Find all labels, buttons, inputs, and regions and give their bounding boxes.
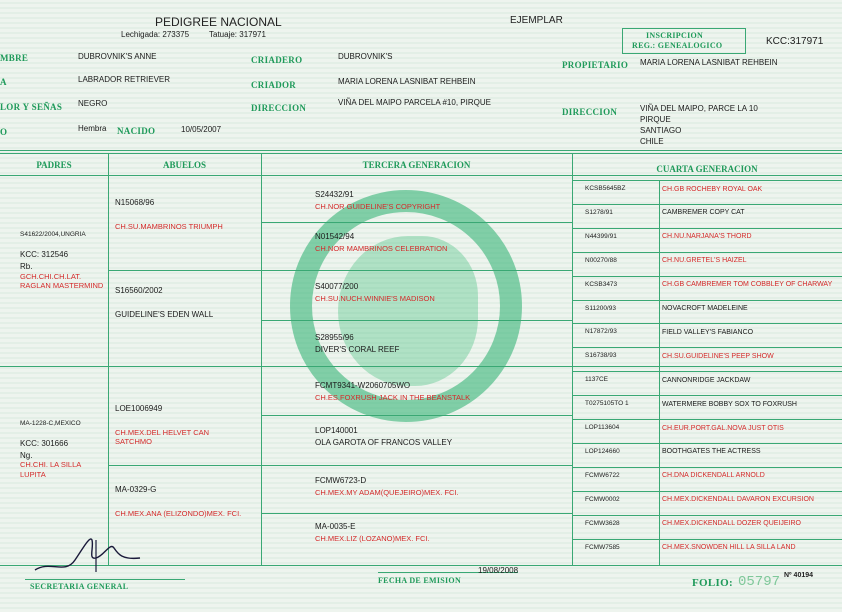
criador: MARIA LORENA LASNIBAT REHBEIN (338, 77, 476, 86)
great-grandparent-registration: S40077/200 (315, 282, 359, 291)
name-label: MBRE (0, 53, 29, 63)
fourth-gen-registration: S16738/93 (585, 352, 617, 360)
fourth-gen-name: CH.MEX.DICKENDALL DAVARON EXCURSION (662, 496, 814, 504)
grid-line (261, 320, 572, 321)
grid-line (0, 366, 842, 367)
owner-address-2: PIRQUE (640, 115, 671, 124)
criadero: DUBROVNIK'S (338, 52, 393, 61)
dog-head-emblem (338, 236, 478, 386)
emission-date-label: FECHA DE EMISION (378, 576, 462, 585)
grandparent-name: CH.MEX.DEL HELVET CAN (115, 428, 210, 437)
fourth-gen-registration: LOP113604 (585, 424, 620, 431)
dam-registration: MA-1228-C,MEXICO (20, 420, 81, 427)
grandparent-name: CH.SU.MAMBRINOS TRIUMPH (115, 222, 223, 231)
owner-address-label: DIRECCION (562, 107, 618, 117)
grandparent-registration: S16560/2002 (115, 286, 163, 295)
owner-label: PROPIETARIO (562, 60, 629, 70)
fourth-gen-name: BOOTHGATES THE ACTRESS (662, 448, 761, 456)
grid-line (659, 180, 660, 565)
fourth-gen-registration: FCMW6722 (585, 471, 620, 479)
grid-line (572, 252, 842, 253)
dog-color: NEGRO (78, 99, 108, 108)
grid-line (572, 300, 842, 301)
great-grandparent-name: CH.SU.NUCH.WINNIE'S MADISON (315, 294, 435, 303)
great-grandparent-name: DIVER'S CORAL REEF (315, 345, 400, 354)
grid-line (261, 415, 572, 416)
great-grandparent-name: CH.NOR MAMBRINOS CELEBRATION (315, 244, 448, 253)
fourth-gen-name: FIELD VALLEY'S FABIANCO (662, 328, 754, 336)
fourth-gen-registration: FCMW7585 (585, 543, 620, 551)
great-grandparent-registration: S28955/96 (315, 333, 354, 342)
inscripcion-label: INSCRIPCION (646, 31, 704, 40)
owner-name: MARIA LORENA LASNIBAT REHBEIN (640, 58, 778, 67)
grid-line (261, 513, 572, 514)
grid-line (572, 204, 842, 205)
document-title: PEDIGREE NACIONAL (155, 15, 282, 29)
grid-line (572, 323, 842, 324)
grid-line (0, 175, 842, 176)
sex-label: O (0, 127, 8, 137)
great-grandparent-name: CH.ES.FOXRUSH JACK IN THE BEANSTALK (315, 393, 471, 402)
column-header-tercera: TERCERA GENERACION (362, 160, 471, 170)
tatuaje: Tatuaje: 317971 (209, 30, 266, 39)
grandparent-registration: LOE1006949 (115, 404, 163, 413)
great-grandparent-registration: MA-0035-E (315, 522, 356, 531)
fourth-gen-registration: S1278/91 (585, 208, 613, 216)
secretaria-label: SECRETARIA GENERAL (30, 582, 129, 591)
grid-line (572, 419, 842, 420)
sire-color: Rb. (20, 262, 33, 271)
fourth-gen-name: CH.MEX.SNOWDEN HILL LA SILLA LAND (662, 544, 796, 551)
grid-line (108, 465, 261, 466)
fourth-gen-name: CH.SU.GUIDELINE'S PEEP SHOW (662, 352, 774, 360)
emission-date: 19/08/2008 (478, 566, 519, 575)
great-grandparent-name: CH.NOR GUIDELINE'S COPYRIGHT (315, 202, 441, 211)
grid-line (108, 153, 109, 565)
fourth-gen-registration: KCSB5645BZ (585, 185, 626, 192)
great-grandparent-registration: S24432/91 (315, 190, 354, 199)
fourth-gen-name: CANNONRIDGE JACKDAW (662, 376, 751, 384)
born-label: NACIDO (117, 126, 156, 136)
dam-color: Ng. (20, 451, 33, 460)
grid-line (572, 180, 842, 181)
great-grandparent-registration: FCMW6723-D (315, 476, 367, 485)
fourth-gen-name: CH.MEX.DICKENDALL DOZER QUEIJEIRO (662, 520, 801, 528)
grid-line (572, 539, 842, 540)
lechigada: Lechigada: 273375 (121, 30, 190, 39)
grandparent-name: GUIDELINE'S EDEN WALL (115, 310, 214, 319)
fourth-gen-registration: N00270/88 (585, 256, 617, 264)
fourth-gen-name: CH.GB ROCHEBY ROYAL OAK (662, 185, 763, 193)
grid-line (572, 371, 842, 372)
serial-number: Nº 40194 (784, 572, 814, 579)
great-grandparent-name: OLA GAROTA OF FRANCOS VALLEY (315, 438, 453, 447)
ejemplar-label: EJEMPLAR (510, 15, 563, 26)
fourth-gen-registration: FCMW3628 (585, 519, 620, 527)
fourth-gen-name: CH.GB CAMBREMER TOM COBBLEY OF CHARWAY (662, 281, 833, 289)
breeder-address-label: DIRECCION (251, 103, 307, 113)
great-grandparent-name: CH.MEX.MY ADAM(QUEJEIRO)MEX. FCI. (315, 488, 459, 497)
column-header-padres: PADRES (36, 160, 72, 170)
grid-line (572, 443, 842, 444)
breeder-address: VIÑA DEL MAIPO PARCELA #10, PIRQUE (338, 98, 491, 107)
dam-kcc: KCC: 301666 (20, 439, 69, 448)
fourth-gen-name: CH.NU.GRETEL'S HAIZEL (662, 257, 747, 265)
grandparent-name-line2: SATCHMO (115, 437, 152, 446)
grandparent-name: CH.MEX.ANA (ELIZONDO)MEX. FCI. (115, 509, 242, 518)
folio-label: FOLIO: (692, 577, 733, 589)
grandparent-registration: MA-0329-G (115, 485, 157, 494)
great-grandparent-name: CH.MEX.LIZ (LOZANO)MEX. FCI. (315, 534, 430, 543)
signature (30, 530, 180, 580)
grid-line (572, 228, 842, 229)
dog-name: DUBROVNIK'S ANNE (78, 52, 157, 61)
grid-line (572, 467, 842, 468)
column-header-cuarta: CUARTA GENERACION (656, 164, 758, 174)
fourth-gen-registration: T0275105TO 1 (585, 400, 629, 408)
fourth-gen-registration: FCMW0002 (585, 495, 620, 503)
breed-label: A (0, 77, 7, 87)
grid-line (572, 347, 842, 348)
fourth-gen-name: CH.DNA DICKENDALL ARNOLD (662, 472, 765, 480)
grid-line (261, 153, 262, 565)
grid-line (572, 276, 842, 277)
great-grandparent-registration: FCMT9341-W2060705WO (315, 381, 411, 390)
fourth-gen-registration: S11200/93 (585, 304, 616, 312)
fourth-gen-name: WATERMERE BOBBY SOX TO FOXRUSH (662, 400, 797, 408)
sire-title: GCH.CHI.CH.LAT. (20, 272, 82, 281)
grid-line (108, 270, 261, 271)
owner-address-1: VIÑA DEL MAIPO, PARCE LA 10 (640, 104, 758, 113)
dam-title: CH.CHI. LA SILLA (20, 460, 82, 469)
dog-sex: Hembra (78, 124, 107, 133)
grid-line (0, 150, 842, 151)
grid-line (261, 222, 572, 223)
great-grandparent-registration: N01542/94 (315, 232, 355, 241)
color-label: LOR Y SEÑAS (0, 102, 63, 112)
grid-line (572, 395, 842, 396)
fourth-gen-name: CH.EUR.PORT.GAL.NOVA JUST OTIS (662, 424, 784, 432)
fourth-gen-name: CH.NU.NARJANA'S THORD (662, 233, 752, 241)
fourth-gen-name: CAMBREMER COPY CAT (662, 209, 745, 217)
sire-registration: S41622/2004,UNGRIA (20, 231, 86, 238)
grid-line (261, 270, 572, 271)
fourth-gen-registration: LOP124660 (585, 447, 620, 455)
sire-kcc: KCC: 312546 (20, 250, 69, 259)
dog-birthdate: 10/05/2007 (181, 125, 222, 134)
grid-line (572, 515, 842, 516)
reg-genealogico-label: REG.: GENEALOGICO (632, 41, 723, 50)
grid-line (572, 153, 573, 565)
signature-line (25, 579, 185, 580)
fourth-gen-registration: N44399/91 (585, 232, 617, 240)
fourth-gen-registration: 1137CE (585, 376, 609, 384)
criador-label: CRIADOR (251, 80, 297, 90)
fourth-gen-name: NOVACROFT MADELEINE (662, 305, 748, 312)
criadero-label: CRIADERO (251, 55, 303, 65)
dam-name: LUPITA (20, 470, 46, 479)
fourth-gen-registration: N17872/93 (585, 328, 617, 336)
grandparent-registration: N15068/96 (115, 198, 155, 207)
owner-address-3: SANTIAGO (640, 126, 682, 135)
column-header-abuelos: ABUELOS (162, 160, 206, 170)
kcc-number: KCC:317971 (766, 36, 824, 47)
grid-line (0, 153, 842, 154)
great-grandparent-registration: LOP140001 (315, 426, 358, 435)
folio-number: 05797 (738, 574, 781, 590)
sire-name: RAGLAN MASTERMIND (20, 281, 104, 290)
owner-address-4: CHILE (640, 137, 664, 146)
grid-line (572, 491, 842, 492)
dog-breed: LABRADOR RETRIEVER (78, 75, 171, 84)
grid-line (261, 465, 572, 466)
fourth-gen-registration: KCSB3473 (585, 280, 618, 288)
